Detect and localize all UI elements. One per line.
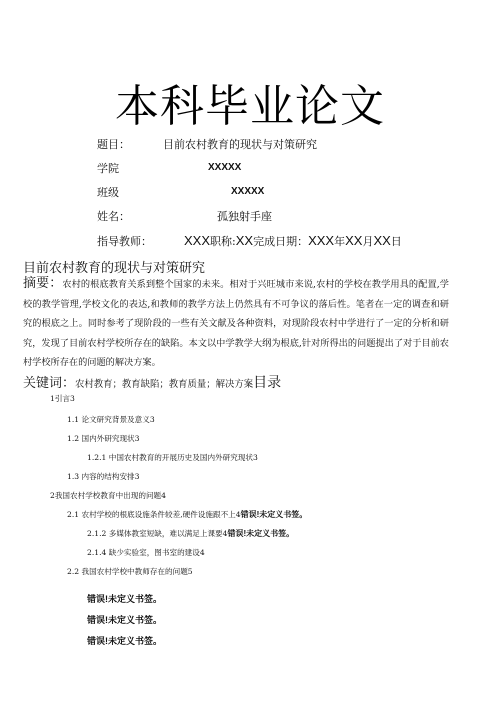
toc-entry[interactable]: 2.1 农村学校的根底设施条件较差,硬件设施跟不上4错误!未定义书签。 (67, 510, 308, 519)
topic-label: 题目： (97, 138, 130, 151)
toc-error: 错误!未定义书签。 (240, 510, 308, 519)
class-value: XXXXX (231, 186, 265, 197)
abstract-text: 农村的根底教育关系到整个国家的未来。相对于兴旺城市来说,农村的学校在教学用具的配置,学校的教学管理,学校文化的表达,和教师的教学方法上仍然具有不可争议的落后性。笔者在一定的调查和研究的根底之上。同时参考了现阶段的一些有关文献及各种资料，对现阶段农村中学进行了一定的分析和研究，发现了目前农村学校所存在的缺陷。本文以中学教学大纲为根底,针对所得出的问题提出了对于目前农村学校所存在的问题的解决方案。 (23, 279, 449, 368)
date-month: XX (345, 233, 363, 248)
toc-entry[interactable]: 1.2 国内外研究现状3 (67, 434, 140, 443)
bookmark-error: 错误!未定义书签。 (87, 594, 162, 604)
college-value: XXXXX (208, 162, 242, 173)
rank-label: 职称: (210, 235, 236, 248)
class-label: 班级 (97, 186, 119, 199)
advisor-row (97, 233, 402, 249)
date-day: XX (373, 233, 391, 248)
name-row (97, 208, 317, 222)
bookmark-error: 错误!未定义书签。 (87, 636, 162, 646)
abstract-lead: 摘要： (23, 276, 63, 291)
name-label: 姓名： (97, 210, 130, 223)
topic-row (97, 136, 417, 150)
document-title: 本科毕业论文 (115, 81, 385, 132)
toc-entry[interactable]: 2.1.4 缺少实验室，图书室的建设4 (87, 548, 205, 557)
month-char: 月 (362, 235, 374, 248)
toc-entry[interactable]: 1.2.1 中国农村教育的开展历史及国内外研究现状3 (87, 453, 258, 462)
toc-title: 目录 (253, 375, 282, 391)
class-row (97, 184, 297, 198)
toc-entry[interactable]: 1.1 论文研究背景及意义3 (67, 415, 155, 424)
bookmark-error: 错误!未定义书签。 (87, 615, 162, 625)
advisor-label: 指导教师： (97, 235, 152, 248)
rank-value: XX (235, 233, 254, 248)
topic-value: 目前农村教育的现状与对策研究 (163, 138, 317, 151)
abstract-paragraph (23, 274, 449, 373)
advisor-value: XXX (184, 233, 211, 248)
toc-entry[interactable]: 1.3 内容的结构安排3 (67, 472, 140, 481)
day-char: 日 (390, 235, 402, 248)
date-year: XXX (308, 233, 335, 248)
date-label: 完成日期： (253, 235, 309, 248)
toc-entry[interactable]: 2.1.2 多媒体教室短缺，难以满足上课要4错误!未定义书签。 (87, 529, 295, 538)
toc-entry[interactable]: 1引言3 (50, 394, 75, 403)
college-row (97, 160, 297, 174)
keywords-text: 农村教育；教育缺陷；教育质量；解决方案 (75, 379, 254, 390)
section-heading: 目前农村教育的现状与对策研究 (23, 261, 206, 276)
toc-entry[interactable]: 2我国农村学校教育中出现的问题4 (50, 491, 166, 500)
college-label: 学院 (97, 162, 119, 175)
toc-entry[interactable]: 2.2 我国农村学校中教师存在的问题5 (67, 567, 193, 576)
toc-error: 错误!未定义书签。 (227, 529, 295, 538)
keywords-lead: 关键词： (23, 376, 76, 391)
year-char: 年 (334, 235, 346, 248)
keywords-line (23, 372, 281, 392)
name-value: 孤独射手座 (217, 210, 272, 223)
